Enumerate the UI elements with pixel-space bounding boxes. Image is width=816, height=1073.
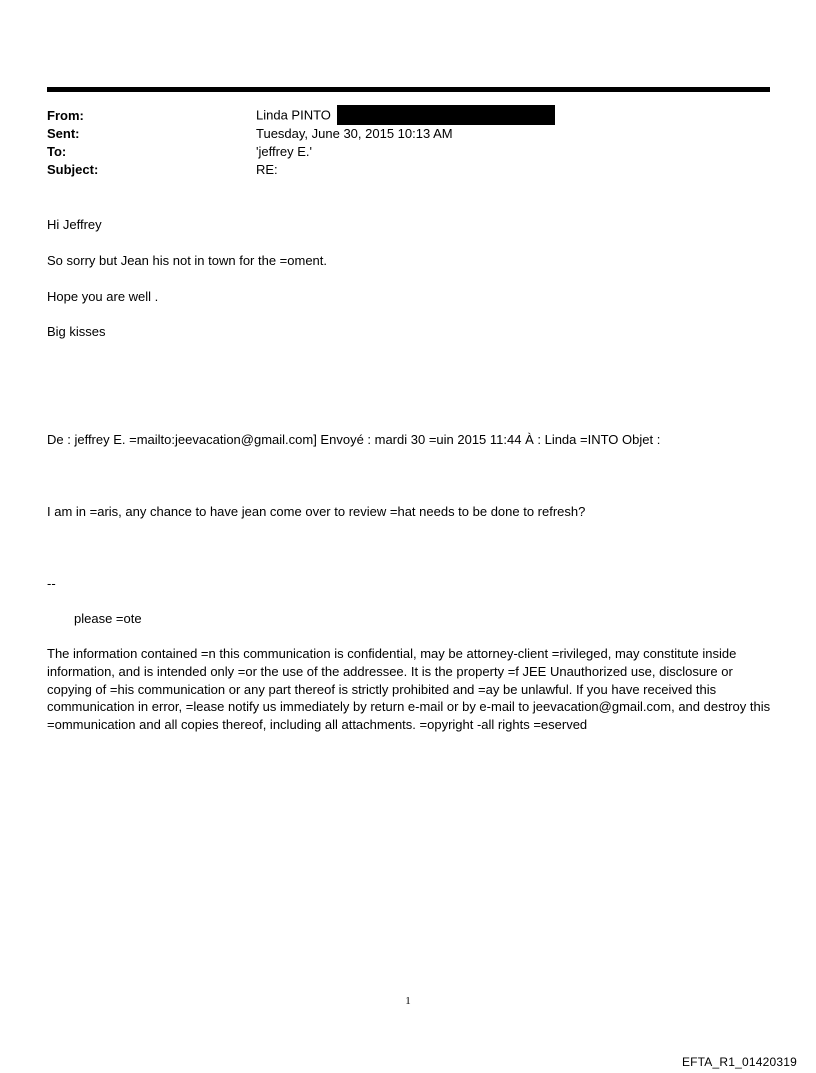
from-row: [47, 107, 770, 125]
quoted-header: De : jeffrey E. =mailto:jeevacation@gmail.com] Envoyé : mardi 30 =uin 2015 11:44 À : Linda =INTO Objet :: [47, 432, 661, 447]
email-header: [47, 107, 770, 179]
top-rule: [47, 87, 770, 92]
from-name: Linda PINTO: [256, 107, 331, 123]
message-line-1: So sorry but Jean his not in town for the =oment.: [47, 253, 328, 268]
subject-row: [47, 161, 770, 179]
document-id: EFTA_R1_01420319: [681, 1055, 797, 1069]
sent-row: [47, 125, 770, 143]
greeting: Hi Jeffrey: [47, 217, 102, 232]
signature-separator: --: [47, 576, 56, 591]
page-number: 1: [405, 995, 411, 1007]
subject-value: RE:: [256, 162, 278, 177]
quoted-message: I am in =aris, any chance to have jean come over to review =hat needs to be done to refresh?: [47, 504, 586, 519]
from-label: From:: [47, 108, 84, 123]
to-label: To:: [47, 144, 67, 159]
subject-label: Subject:: [47, 162, 99, 177]
to-value: 'jeffrey E.': [256, 144, 313, 159]
redaction-block: [337, 105, 555, 125]
please-note: please =ote: [74, 611, 142, 626]
sent-value: Tuesday, June 30, 2015 10:13 AM: [256, 126, 453, 141]
confidentiality-disclaimer: The information contained =n this communication is confidential, may be attorney-client =rivileged, may constitute inside information, and is intended only =or the use of the addressee. It is the property =f JEE Unauthorized use, disclosure or copying of =his communication or any part thereof is strictly prohibited and =ay be unlawful. If you have received this communication in error, =lease notify us immediately by return e-mail or by e-mail to jeevacation@gmail.com, and destroy this =ommunication and all copies thereof, including all attachments. =opyright -all rights =eserved: [47, 646, 771, 733]
sent-label: Sent:: [47, 126, 80, 141]
message-line-2: Hope you are well .: [47, 289, 159, 304]
to-row: [47, 143, 770, 161]
message-line-3: Big kisses: [47, 324, 106, 339]
from-value: [256, 106, 555, 126]
